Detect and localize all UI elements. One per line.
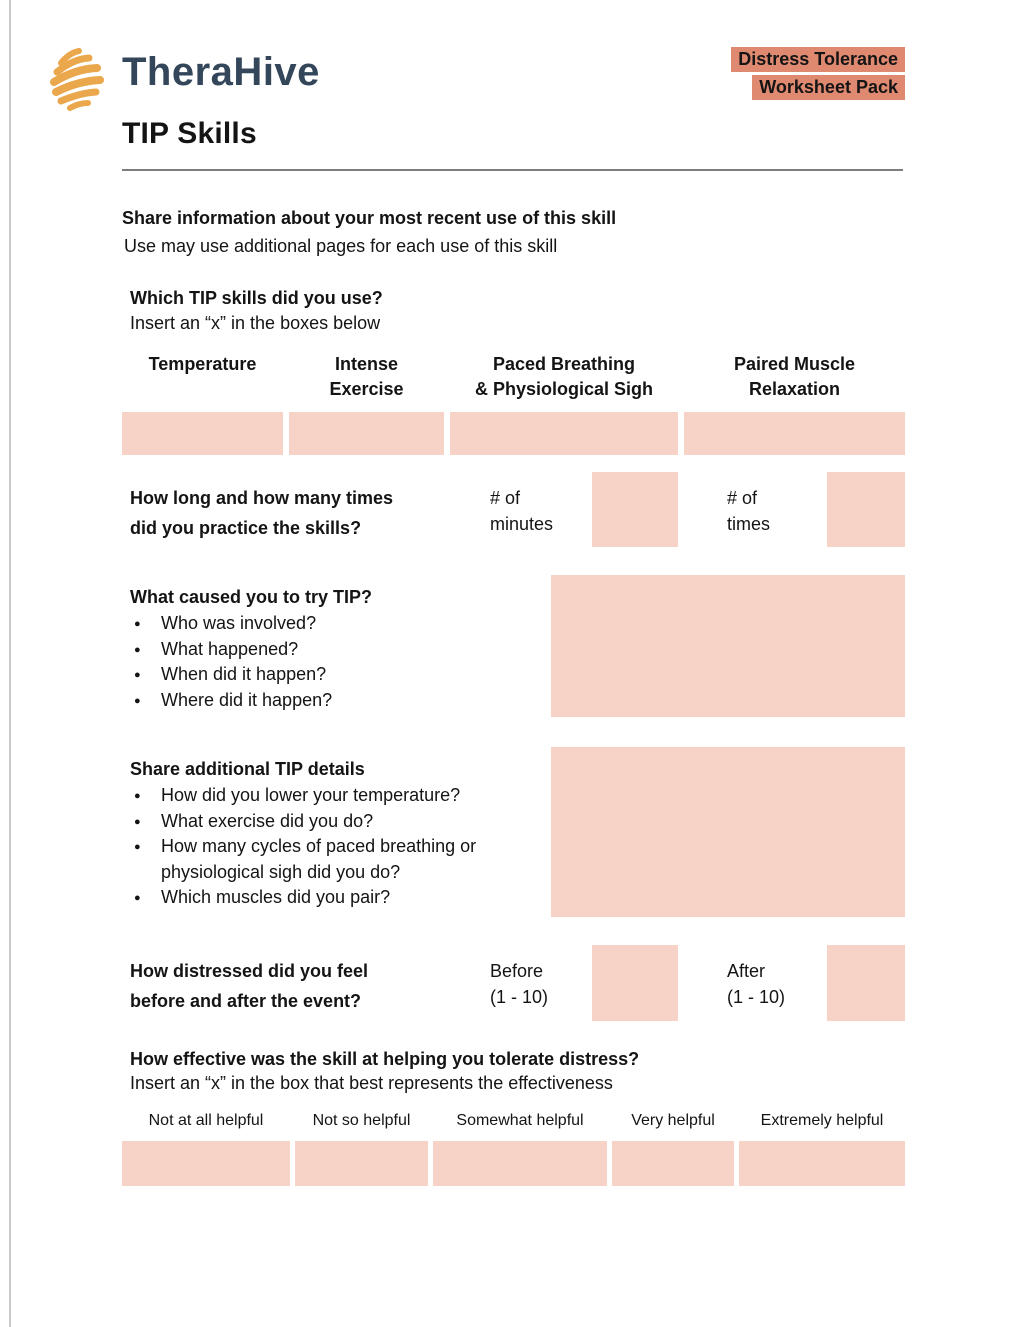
before-label: Before (1 - 10) xyxy=(490,961,549,1007)
effectiveness-checkbox-row xyxy=(122,1141,905,1186)
cause-bullet: ● Where did it happen? xyxy=(130,688,530,714)
skills-header-row xyxy=(122,352,905,402)
details-bullet: ● Which muscles did you pair? xyxy=(130,885,530,911)
cause-bullet: ● Who was involved? xyxy=(130,611,530,637)
badge-group xyxy=(731,47,905,100)
extremely-helpful-checkbox[interactable] xyxy=(739,1141,905,1186)
details-bullet: ● How did you lower your temperature? xyxy=(130,783,530,809)
intense-exercise-checkbox[interactable] xyxy=(289,412,444,455)
effectiveness-label-row xyxy=(122,1111,905,1131)
very-helpful-checkbox[interactable] xyxy=(612,1141,734,1186)
cause-bullet: ● What happened? xyxy=(130,637,530,663)
not-so-helpful-checkbox[interactable] xyxy=(295,1141,428,1186)
details-bullet: ● How many cycles of paced breathing or physiological sigh did you do? xyxy=(130,834,500,885)
option-label-not-at-all-helpful: Not at all helpful xyxy=(148,1112,264,1129)
after-rating-input[interactable] xyxy=(827,945,905,1021)
effectiveness-question-heading: How effective was the skill at helping you tolerate distress? xyxy=(130,1049,640,1069)
cause-bullet: ● When did it happen? xyxy=(130,662,530,688)
option-label-very-helpful: Very helpful xyxy=(631,1112,715,1129)
hive-swoosh-icon xyxy=(46,44,106,112)
cause-question-heading: What caused you to try TIP? xyxy=(130,587,373,607)
skills-checkbox-row xyxy=(122,412,905,455)
badge-worksheet-pack: Worksheet Pack xyxy=(752,75,905,100)
page-edge-divider xyxy=(9,0,11,1327)
title-divider xyxy=(122,169,903,171)
column-header-paced-breathing: Paced Breathing & Physiological Sigh xyxy=(474,354,654,399)
minutes-input[interactable] xyxy=(592,472,678,547)
not-at-all-helpful-checkbox[interactable] xyxy=(122,1141,290,1186)
minutes-label: # of minutes xyxy=(490,488,554,534)
details-textarea[interactable] xyxy=(551,747,905,917)
distress-question-heading: How distressed did you feel before and after the event? xyxy=(130,961,369,1011)
option-label-not-so-helpful: Not so helpful xyxy=(312,1112,411,1129)
times-input[interactable] xyxy=(827,472,905,547)
option-label-somewhat-helpful: Somewhat helpful xyxy=(456,1112,584,1129)
cause-textarea[interactable] xyxy=(551,575,905,717)
somewhat-helpful-checkbox[interactable] xyxy=(433,1141,607,1186)
details-bullet: ● What exercise did you do? xyxy=(130,809,530,835)
intro-subheading: Use may use additional pages for each use of this skill xyxy=(124,236,558,256)
cause-question-bullets xyxy=(130,611,530,713)
intro-heading: Share information about your most recent use of this skill xyxy=(122,208,617,228)
effectiveness-question-instruction: Insert an “x” in the box that best represents the effectiveness xyxy=(130,1073,613,1093)
skills-question-instruction: Insert an “x” in the boxes below xyxy=(130,313,381,333)
option-label-extremely-helpful: Extremely helpful xyxy=(760,1112,884,1129)
column-header-temperature: Temperature xyxy=(148,354,257,374)
page-title: TIP Skills xyxy=(122,117,257,150)
times-label: # of times xyxy=(727,488,771,534)
after-label: After (1 - 10) xyxy=(727,961,786,1007)
practice-question-heading: How long and how many times did you practice the skills? xyxy=(130,488,394,538)
before-rating-input[interactable] xyxy=(592,945,678,1021)
details-question-bullets xyxy=(130,783,530,911)
temperature-checkbox[interactable] xyxy=(122,412,283,455)
skills-question-heading: Which TIP skills did you use? xyxy=(130,288,383,308)
column-header-intense-exercise: Intense Exercise xyxy=(329,354,404,399)
details-question-heading: Share additional TIP details xyxy=(130,759,365,779)
badge-distress-tolerance: Distress Tolerance xyxy=(731,47,905,72)
paired-muscle-checkbox[interactable] xyxy=(684,412,905,455)
brand-name: TheraHive xyxy=(122,50,320,94)
column-header-paired-muscle: Paired Muscle Relaxation xyxy=(733,354,856,399)
paced-breathing-checkbox[interactable] xyxy=(450,412,678,455)
